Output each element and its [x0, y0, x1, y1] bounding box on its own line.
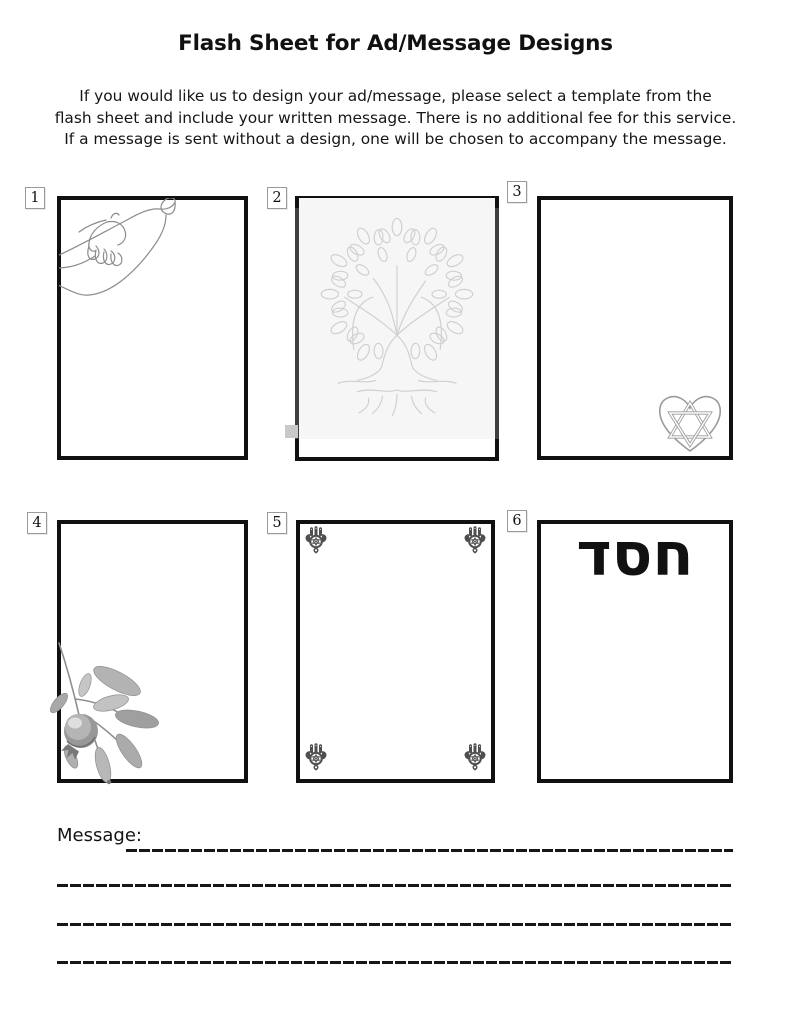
hamsa-icon-top-left: [305, 526, 327, 554]
instructions-line-3: If a message is sent without a design, one will be chosen to accompany the message.: [64, 130, 727, 148]
gray-square-artifact: [285, 425, 298, 438]
tree-image-left-overlap: [295, 208, 299, 439]
hands-holding-line-art-icon: [59, 198, 191, 310]
message-writing-line-2: [57, 884, 733, 887]
template-number-4: 4: [27, 512, 47, 534]
hamsa-icon-top-right: [464, 526, 486, 554]
template-number-1: 1: [25, 187, 45, 209]
hamsa-icon-bottom-left: [305, 743, 327, 771]
instructions-line-2: flash sheet and include your written message. There is no additional fee for this service.: [54, 108, 737, 127]
message-writing-line-3: [57, 923, 733, 926]
page-title: Flash Sheet for Ad/Message Designs: [178, 31, 613, 56]
hamsa-icon-bottom-right: [464, 743, 486, 771]
template-number-6: 6: [507, 510, 527, 532]
template-box-5: [296, 520, 495, 783]
template-number-2: 2: [267, 187, 287, 209]
hebrew-chesed-text: חסד: [576, 520, 694, 590]
tree-image-top-overlap: [299, 198, 495, 200]
template-number-3: 3: [507, 181, 527, 203]
tree-image-right-overlap: [495, 208, 499, 439]
message-writing-line-1: [126, 849, 733, 852]
message-writing-line-4: [57, 961, 733, 964]
tree-of-life-icon: [301, 206, 493, 436]
template-box-4: [57, 520, 248, 783]
message-label: Message:: [57, 825, 142, 846]
instructions-paragraph: [0, 86, 791, 151]
template-box-6: [537, 520, 733, 783]
template-box-3: [537, 196, 733, 460]
template-box-1: [57, 196, 248, 460]
template-number-5: 5: [267, 512, 287, 534]
heart-star-of-david-icon: [654, 391, 726, 455]
instructions-line-1: If you would like us to design your ad/message, please select a template from the: [79, 87, 712, 105]
pomegranate-branch-icon: [45, 639, 175, 787]
template-box-2: [295, 196, 499, 461]
